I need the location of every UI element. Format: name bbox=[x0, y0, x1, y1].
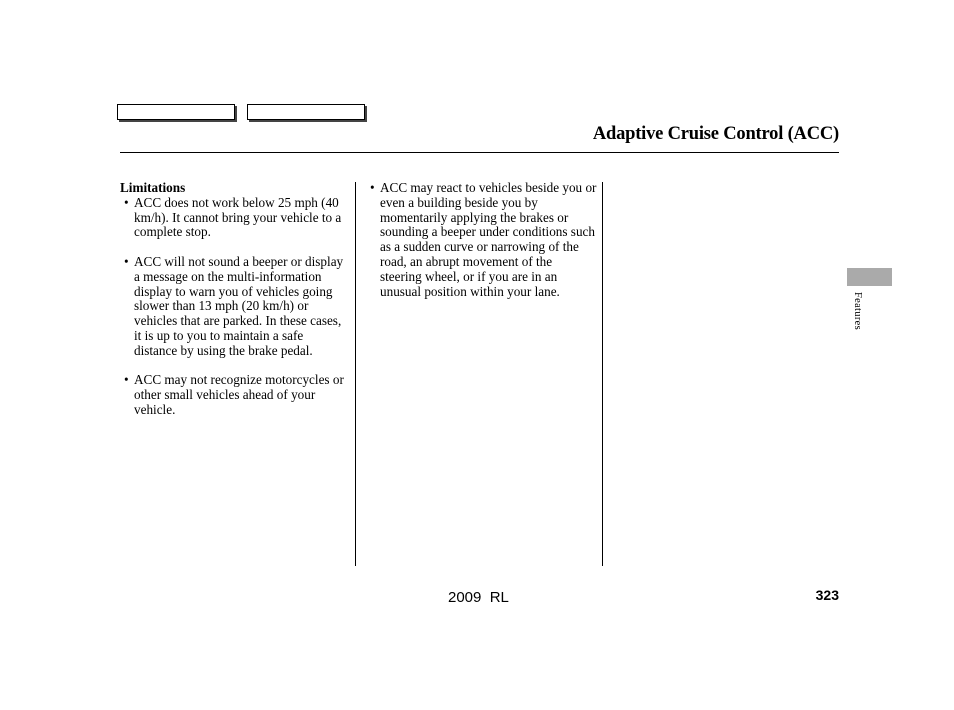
limitations-list-continued bbox=[369, 181, 597, 299]
list-item: • ACC may not recognize motorcycles or other small vehicles ahead of your vehicle. bbox=[120, 373, 348, 417]
section-tab-marker bbox=[847, 268, 892, 286]
list-item: • ACC will not sound a beeper or display a message on the multi-information display to warn you of vehicles going slower than 13 mph (20 km/h) or vehicles that are parked. In these cases, it is up to you to maintain a safe distance by using the brake pedal. bbox=[120, 255, 348, 359]
page-number: 323 bbox=[815, 587, 839, 603]
list-item: • ACC does not work below 25 mph (40 km/h). It cannot bring your vehicle to a complete stop. bbox=[120, 196, 348, 240]
nav-button-next[interactable] bbox=[247, 104, 365, 120]
section-tab-label: Features bbox=[852, 292, 863, 330]
page-title: Adaptive Cruise Control (ACC) bbox=[592, 124, 839, 144]
nav-button-previous[interactable] bbox=[117, 104, 235, 120]
footer-model-name: 2009 RL bbox=[448, 589, 509, 606]
column-divider bbox=[602, 182, 603, 566]
section-heading-limitations: Limitations bbox=[120, 180, 186, 195]
left-column bbox=[120, 181, 348, 433]
limitations-list bbox=[120, 196, 348, 418]
column-divider bbox=[355, 182, 356, 566]
middle-column bbox=[369, 181, 597, 314]
list-item: • ACC may react to vehicles beside you or even a building beside you by momentarily applying the brakes or sounding a beeper under conditions such as a sudden curve or narrowing of the road, an abrupt movement of the steering wheel, or if you are in an unusual position within your lane. bbox=[369, 181, 597, 299]
title-divider bbox=[120, 152, 839, 153]
